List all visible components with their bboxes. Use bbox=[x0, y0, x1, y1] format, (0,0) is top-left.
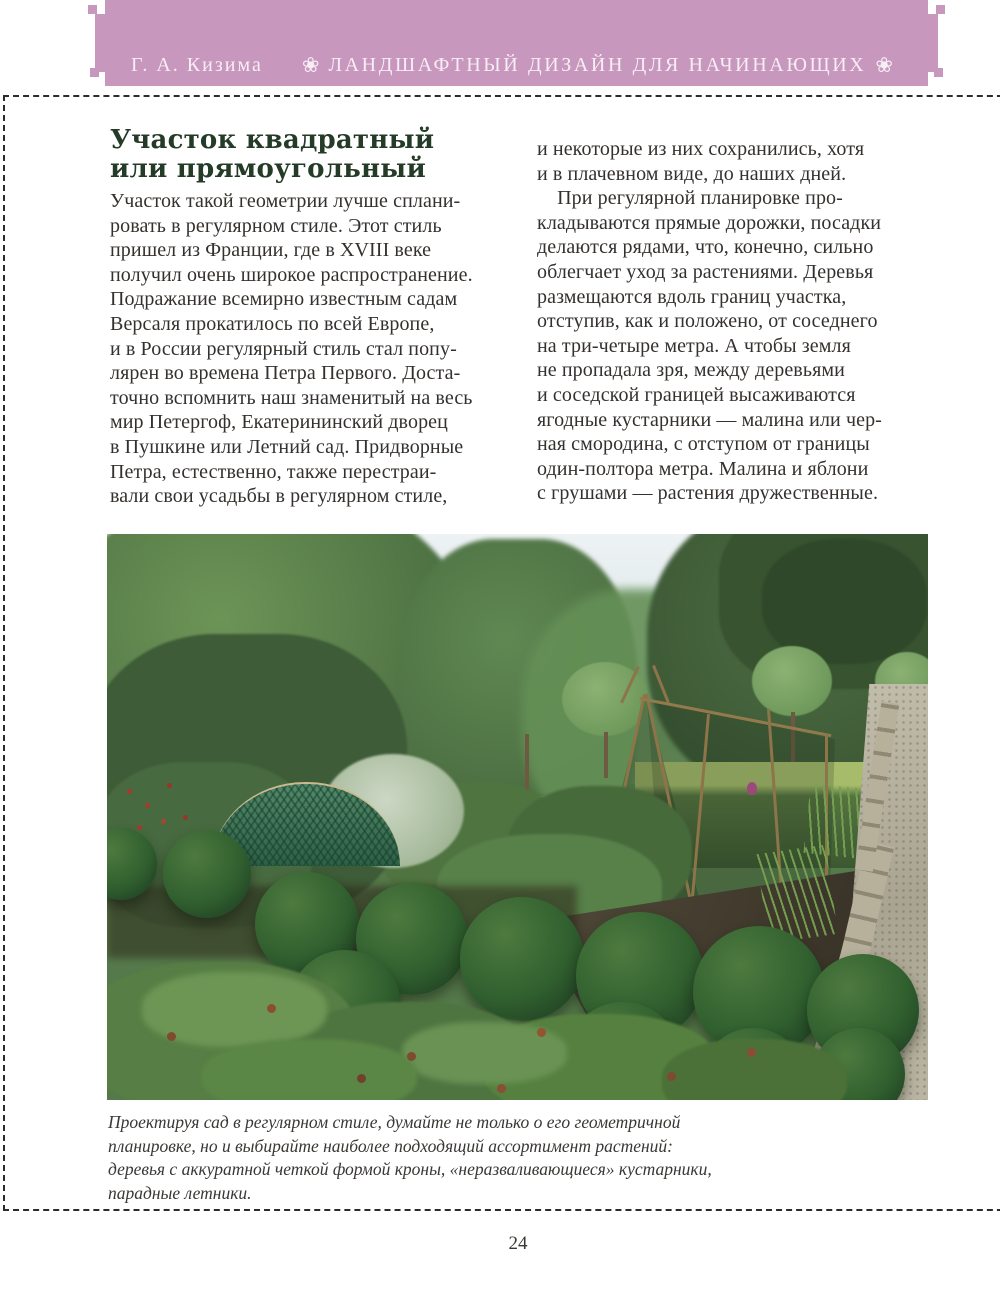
text-line: Версаля прокатилось по всей Европе, bbox=[110, 312, 435, 335]
text-line: Подражание всемирно известным садам bbox=[110, 288, 458, 311]
text-line: ровать в регулярном стиле. Этот стиль bbox=[110, 214, 442, 237]
boxwood-ball bbox=[163, 830, 251, 918]
garden-photo bbox=[107, 534, 928, 1100]
running-head bbox=[95, 0, 938, 86]
text-line: отступив, как и положено, от соседнего bbox=[537, 310, 878, 333]
text-line: мир Петергоф, Екатерининский дворец bbox=[110, 411, 448, 434]
text-line: Проектируя сад в регулярном стиле, думайте не только о его геометричной bbox=[108, 1112, 681, 1132]
text-line: парадные летники. bbox=[108, 1182, 252, 1203]
text-line: или прямоугольный bbox=[110, 154, 426, 184]
text-column-right bbox=[537, 137, 947, 506]
page-number: 24 bbox=[508, 1233, 528, 1254]
spent-blooms bbox=[167, 1032, 176, 1041]
text-line: и некоторые из них сохранились, хотя bbox=[537, 138, 865, 160]
text-line: и в плачевном виде, до наших дней. bbox=[537, 162, 847, 185]
pollarded-tree bbox=[752, 646, 832, 716]
text-line: При регулярной планировке про- bbox=[537, 187, 843, 210]
text-column-left bbox=[110, 189, 520, 509]
text-line: ягодные кустарники — малина или чер- bbox=[537, 408, 882, 431]
text-line: деревья с аккуратной четкой формой кроны, «неразваливающиеся» кустарники, bbox=[108, 1159, 712, 1179]
tree-trunk bbox=[604, 732, 608, 778]
text-line: и в России регулярный стиль стал попу- bbox=[110, 337, 457, 360]
text-line: на три-четыре метра. А чтобы земля bbox=[537, 334, 851, 357]
text-line: получил очень широкое распространение. bbox=[110, 263, 473, 286]
photo-caption bbox=[108, 1111, 828, 1205]
book-title: ЛАНДШАФТНЫЙ ДИЗАЙН ДЛЯ НАЧИНАЮЩИХ bbox=[328, 54, 867, 76]
text-line: кладываются прямые дорожки, посадки bbox=[537, 211, 882, 234]
text-line: размещаются вдоль границ участка, bbox=[537, 285, 847, 308]
text-line: точно вспомнить наш знаменитый на весь bbox=[110, 386, 473, 409]
text-line: Участок такой геометрии лучше сплани- bbox=[110, 190, 461, 212]
red-berries bbox=[127, 789, 132, 794]
text-line: не пропадала зря, между деревьями bbox=[537, 359, 845, 382]
floral-ornament-icon: ❀ bbox=[875, 53, 893, 77]
section-heading bbox=[110, 126, 434, 184]
text-line: делаются рядами, что, конечно, сильно bbox=[537, 236, 874, 259]
boxwood-ball bbox=[460, 897, 584, 1021]
text-line: один-полтора метра. Малина и яблони bbox=[537, 457, 869, 480]
text-line: и соседской границей высаживаются bbox=[537, 383, 856, 406]
peony-foliage bbox=[662, 1039, 847, 1100]
text-line: с грушами — растения дружественные. bbox=[537, 482, 879, 505]
peony-foliage bbox=[202, 1039, 417, 1100]
peony-foliage bbox=[402, 1022, 567, 1084]
text-line: вали свои усадьбы в регулярном стиле, bbox=[110, 485, 448, 508]
text-line: Петра, естественно, также перестраи- bbox=[110, 460, 437, 483]
text-line: облегчает уход за растениями. Деревья bbox=[537, 260, 874, 283]
floral-ornament-icon: ❀ bbox=[301, 53, 320, 77]
text-line: Участок квадратный bbox=[110, 125, 435, 155]
text-line: планировке, но и выбирайте наиболее подходящий ассортимент растений: bbox=[108, 1135, 674, 1156]
text-line: пришел из Франции, где в XVIII веке bbox=[110, 239, 432, 262]
text-line: лярен во времена Петра Первого. Доста- bbox=[110, 362, 461, 385]
text-line: в Пушкине или Летний сад. Придворные bbox=[110, 435, 464, 458]
author-name: Г. А. Кизима bbox=[131, 54, 263, 76]
text-line: ная смородина, с отступом от границы bbox=[537, 433, 870, 456]
